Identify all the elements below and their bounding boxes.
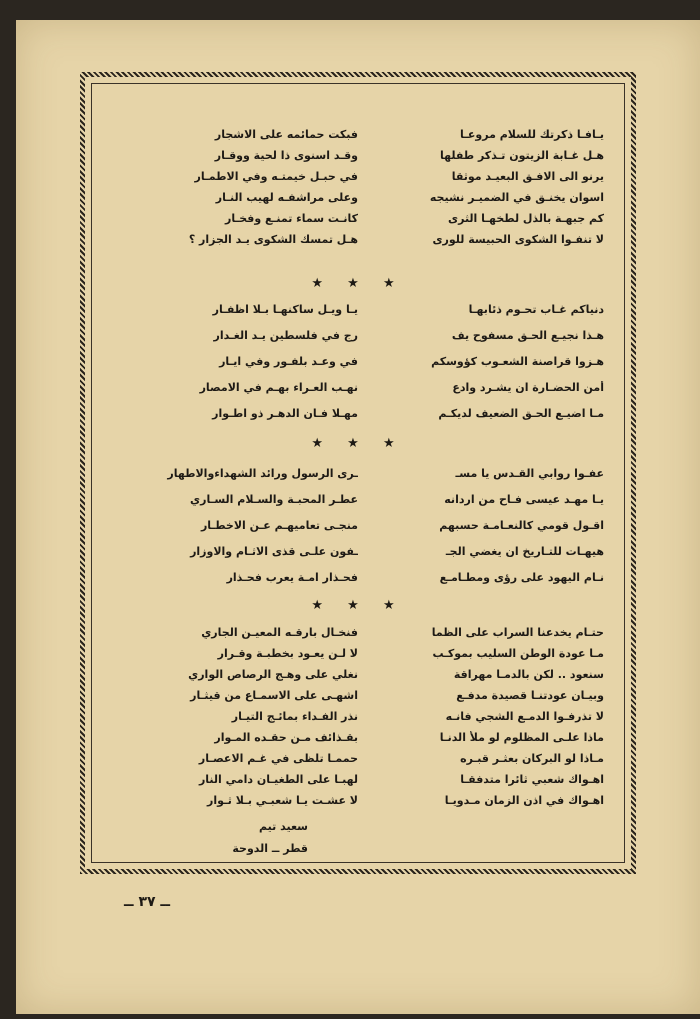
verse-line — [112, 124, 604, 145]
first-hemistich: هـزوا قراصنة الشعـوب كؤوسكم — [431, 354, 604, 368]
first-hemistich: اهـواك في اذن الزمان مـدويـا — [444, 794, 604, 807]
verse-line — [112, 790, 604, 811]
second-hemistich: في حبـل خيمتـه وفي الاطمـار — [194, 170, 358, 183]
second-hemistich: لا عشـت يـا شعبـي بـلا ثـوار — [206, 794, 358, 807]
first-hemistich: كم جبهـة بالذل لطخهـا الثرى — [448, 212, 604, 225]
first-hemistich: يـافـا ذكرتك للسلام مروعـا — [460, 128, 604, 141]
first-hemistich: يـا مهـد عيسى فـاح من اردانه — [444, 492, 604, 506]
signature-name: سعيد تيم — [259, 820, 308, 833]
second-hemistich: رج في فلسطين يـد الغـدار — [213, 328, 358, 342]
second-hemistich: ـفون علـى قذى الاثـام والاوزار — [190, 544, 358, 558]
verse-line — [112, 486, 604, 512]
first-hemistich: مـا اضيـع الحـق الضعيف لديكـم — [438, 406, 604, 420]
verse-line — [112, 643, 604, 664]
verse-line — [112, 564, 604, 590]
second-hemistich: يـا ويـل ساكنهـا بـلا اظفـار — [212, 302, 358, 316]
verse-line — [112, 145, 604, 166]
second-hemistich: فحـذار امـة يعرب فحـذار — [226, 570, 358, 584]
second-hemistich: بقـذائف مـن حقـده المـوار — [214, 731, 358, 744]
second-hemistich: عطـر المحبـة والسـلام السـاري — [190, 492, 358, 506]
verse-line — [112, 400, 604, 426]
verse-line — [112, 538, 604, 564]
first-hemistich: أمن الحضـارة ان يشـرد وادع — [452, 380, 604, 394]
verse-line — [112, 664, 604, 685]
first-hemistich: دنياكم غـاب تحـوم ذئابهـا — [468, 302, 604, 316]
page-number: ــ ٣٧ ــ — [124, 894, 170, 910]
page — [16, 20, 700, 1014]
verse-line — [112, 460, 604, 486]
frame-inner-border — [91, 83, 625, 863]
second-hemistich: كانـت سماء تمنـع وفخـار — [225, 212, 358, 225]
separator-stars-3: ★ ★ ★ — [311, 598, 405, 613]
second-hemistich: حممـا تلظى في غـم الاعصـار — [198, 752, 358, 765]
first-hemistich: يرنو الى الافـق البعيـد موثقا — [451, 170, 604, 183]
second-hemistich: ـرى الرسول ورائد الشهداءوالاطهار — [167, 466, 358, 480]
second-hemistich: وعلى مراشفـه لهيب النـار — [215, 191, 358, 204]
separator-stars-2: ★ ★ ★ — [311, 436, 405, 451]
first-hemistich: حتـام يخدعنا السراب على الظما — [431, 626, 604, 639]
second-hemistich: اشهـى على الاسمـاع من قيثـار — [190, 689, 358, 702]
verse-line — [112, 296, 604, 322]
first-hemistich: اسوان يخنـق في الضميـر نشيجه — [429, 191, 604, 204]
second-hemistich: مهـلا فـان الدهـر ذو اطـوار — [212, 406, 358, 420]
verse-line — [112, 622, 604, 643]
second-hemistich: منجـى تعاميهـم عـن الاخطـار — [200, 518, 358, 532]
first-hemistich: سنعود .. لكن بالدمـا مهراقة — [453, 668, 604, 681]
verse-line — [112, 208, 604, 229]
second-hemistich: في وعـد بلفـور وفي ايـار — [219, 354, 358, 368]
verse-line — [112, 706, 604, 727]
verse-line — [112, 512, 604, 538]
second-hemistich: نذر الفـداء بمائـج التيـار — [231, 710, 358, 723]
verse-line — [112, 374, 604, 400]
first-hemistich: اقـول قومي كالنعـامـة حسبهم — [439, 518, 604, 532]
verse-line — [112, 769, 604, 790]
separator-stars-1: ★ ★ ★ — [311, 276, 405, 291]
first-hemistich: ماذا علـى المظلوم لو ملأ الدنـا — [439, 731, 604, 744]
second-hemistich: فنخـال بارقـه المعيـن الجاري — [201, 626, 358, 639]
first-hemistich: وبيـان عودتنـا قصيدة مدفـع — [456, 689, 604, 702]
first-hemistich: هيهـات للتـاريخ ان يغضي الجـ — [445, 544, 604, 558]
first-hemistich: مـاذا لو البركان بعثـر قبـره — [460, 752, 604, 765]
second-hemistich: فبكت حمائمه على الاشجار — [214, 128, 358, 141]
first-hemistich: اهـواك شعبي ثائرا متدفقـا — [460, 773, 604, 786]
second-hemistich: نغلي على وهـج الرصاص الواري — [188, 668, 358, 681]
stanza-1 — [112, 124, 604, 250]
first-hemistich: هـل غـابة الزيتون تـذكر طفلها — [439, 149, 604, 162]
stanza-2 — [112, 296, 604, 426]
verse-line — [112, 187, 604, 208]
verse-line — [112, 685, 604, 706]
second-hemistich: هـل تمسك الشكوى يـد الجزار ؟ — [188, 233, 358, 246]
verse-line — [112, 229, 604, 250]
verse-line — [112, 748, 604, 769]
first-hemistich: نـام اليهود على رؤى ومطـامـع — [439, 570, 604, 584]
verse-line — [112, 322, 604, 348]
first-hemistich: لا تنفـوا الشكوى الحبيسة للورى — [432, 233, 604, 246]
verse-line — [112, 348, 604, 374]
first-hemistich: لا تذرفـوا الدمـع الشجي فانـه — [445, 710, 604, 723]
second-hemistich: وقـد اسنوى ذا لحية ووقـار — [214, 149, 358, 162]
first-hemistich: عفـوا روابي القـدس يا مسـ — [455, 466, 604, 480]
decorative-frame — [80, 72, 636, 874]
verse-line — [112, 166, 604, 187]
stanza-3 — [112, 460, 604, 590]
stanza-4 — [112, 622, 604, 811]
first-hemistich: مـا عودة الوطن السليب بموكـب — [432, 647, 604, 660]
second-hemistich: لهبـا على الطغيـان دامي النار — [198, 773, 358, 786]
second-hemistich: نهـب العـراء بهـم في الامصار — [199, 380, 358, 394]
second-hemistich: لا لـن يعـود بخطبـة وقـرار — [217, 647, 358, 660]
signature-place: قطر ــ الدوحة — [232, 842, 308, 855]
verse-line — [112, 727, 604, 748]
first-hemistich: هـذا نجيـع الحـق مسفوح يف — [451, 328, 604, 342]
